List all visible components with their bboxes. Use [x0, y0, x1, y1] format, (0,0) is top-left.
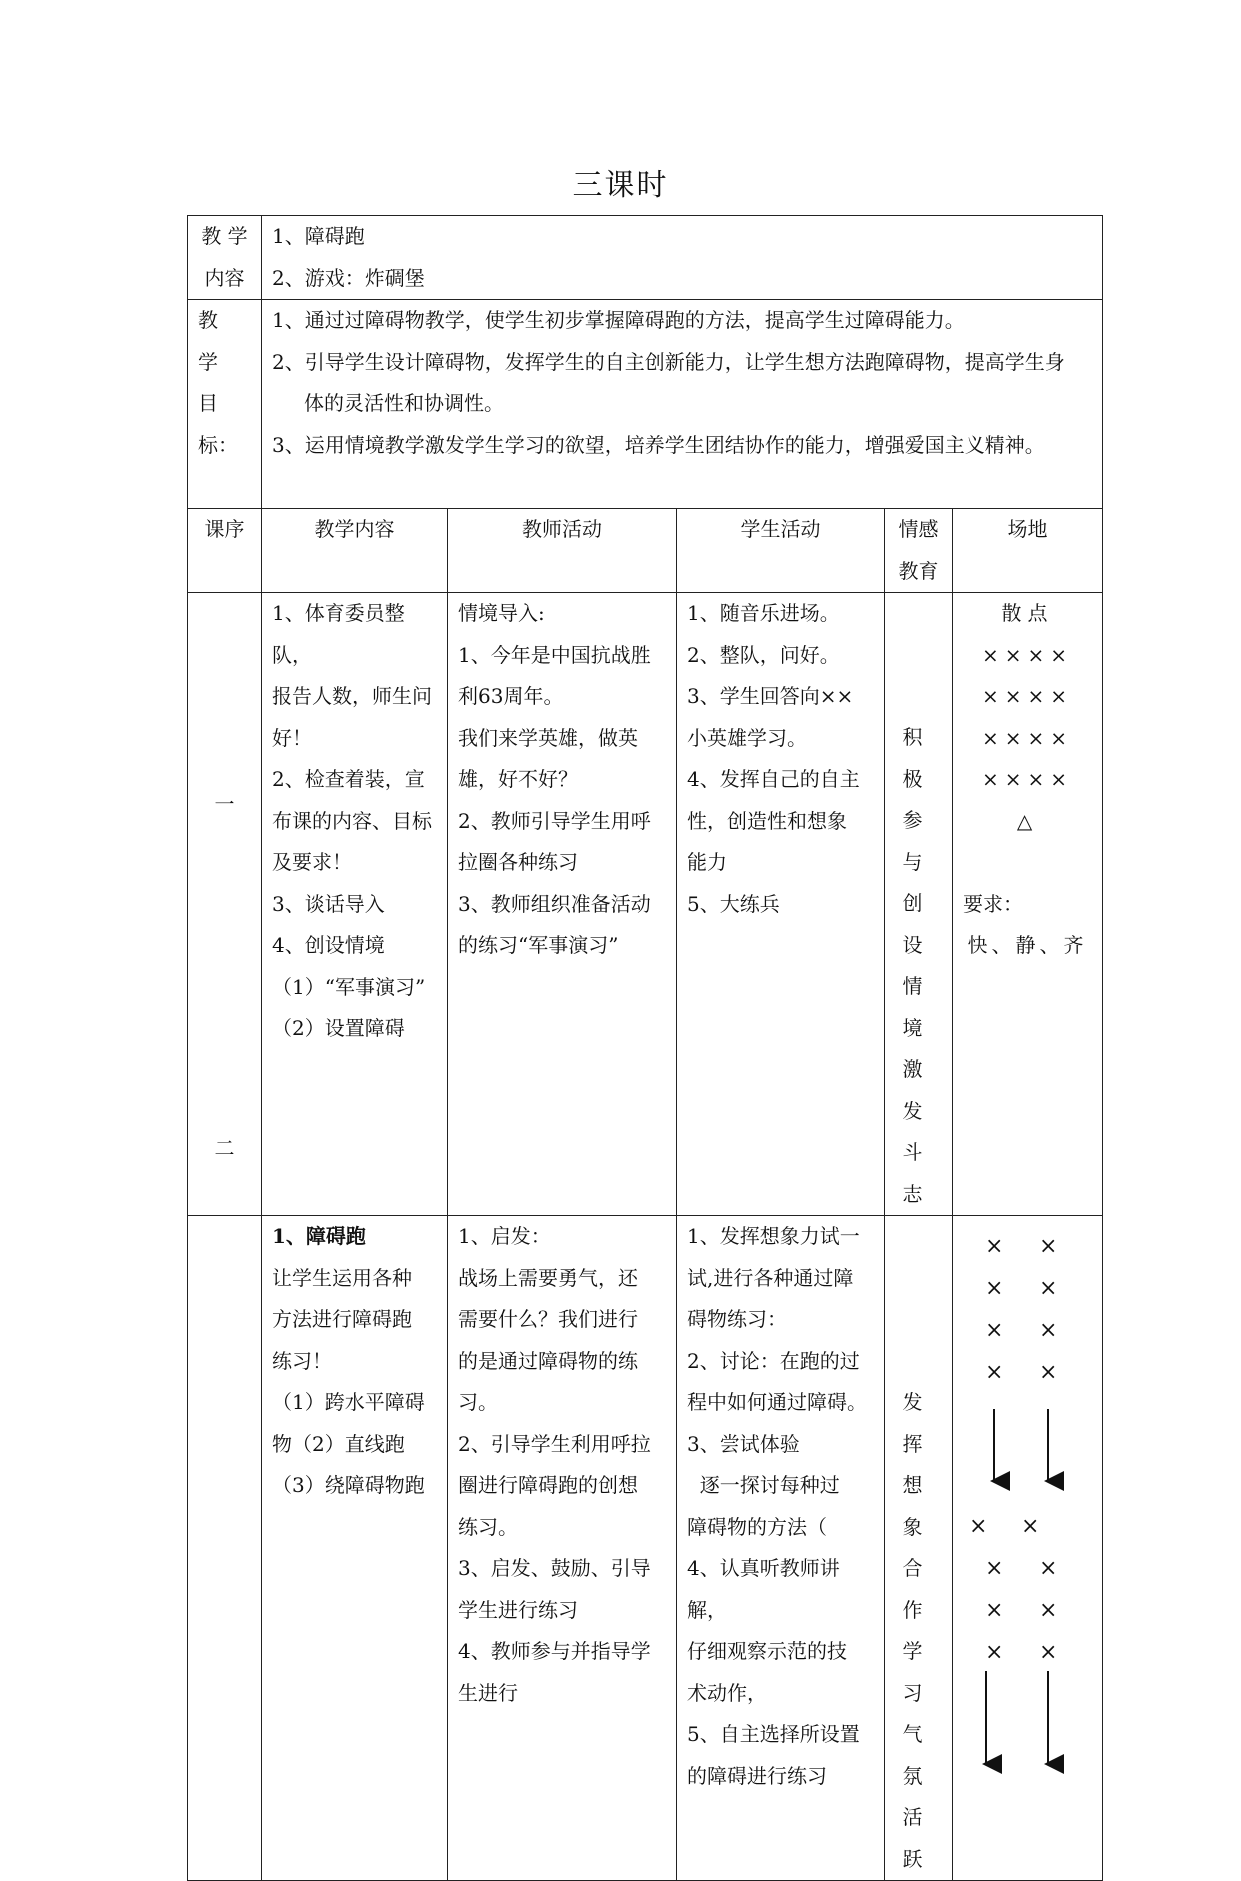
header-student: 学生活动 — [677, 509, 885, 593]
row-emotion: 积极 参与 创设 情境 激发 斗志 — [885, 593, 953, 1216]
row-content-title: 1、障碍跑 — [272, 1224, 366, 1248]
formation-row: ×××× — [982, 684, 1074, 708]
content-label: 教 学 内容 — [188, 216, 262, 300]
row-student: 1、发挥想象力试一 试,进行各种通过障 碍物练习： 2、讨论：在跑的过 程中如何通过障碍。 3、尝试体验 逐一探讨每种过 障碍物的方法（ 4、认真听教师讲解， 仔细观察示范的技 术动作， 5、自主选择所设置 的障碍进行练习 — [677, 1216, 885, 1881]
lesson-plan-table — [187, 215, 1103, 1881]
student-mark: × — [985, 1276, 1004, 1301]
student-mark: × — [985, 1598, 1004, 1623]
student-mark: × — [1039, 1640, 1058, 1665]
student-mark: × — [985, 1318, 1004, 1343]
header-seq: 课序 — [188, 509, 262, 593]
student-mark: × — [1039, 1598, 1058, 1623]
student-mark: × — [1039, 1318, 1058, 1343]
header-teacher: 教师活动 — [448, 509, 677, 593]
row-teacher: 情境导入: 1、今年是中国抗战胜 利63周年。 我们来学英雄，做英 雄，好不好？ 2、教师引导学生用呼 拉圈各种练习 3、教师组织准备活动 的练习“军事演习” — [448, 593, 677, 1216]
content-item: 2、游戏：炸碉堡 — [272, 265, 425, 290]
content-items — [262, 216, 1103, 300]
student-mark: × — [985, 1556, 1004, 1581]
header-field: 场地 — [953, 509, 1103, 593]
goals-row — [188, 300, 1103, 509]
header-content: 教学内容 — [262, 509, 448, 593]
lesson-row-1 — [188, 593, 1103, 1216]
row-emotion: 发挥 想象 合作 学习 气氛 活跃 — [885, 1216, 953, 1881]
student-mark: × — [1039, 1234, 1058, 1259]
goals-text — [262, 300, 1103, 509]
student-mark: × — [1039, 1556, 1058, 1581]
formation-row: ×××× — [982, 767, 1074, 791]
field-title: 散点 — [1001, 601, 1054, 625]
lesson-row-2 — [188, 1216, 1103, 1881]
formation-row: ×××× — [982, 725, 1074, 750]
formation-row: ×××× — [982, 642, 1074, 667]
page-title: 三课时 — [572, 168, 669, 203]
student-mark: × — [985, 1234, 1004, 1259]
student-mark: × — [1021, 1514, 1040, 1539]
goal-line: 3、运用情境教学激发学生学习的欲望，培养学生团结协作的能力，增强爱国主义精神。 — [272, 432, 1045, 457]
row-content: 1、障碍跑 让学生运用各种 方法进行障碍跑 练习！ （1）跨水平障碍 物（2）直线跑 （3）绕障碍物跑 — [262, 1216, 448, 1881]
student-mark: × — [1039, 1360, 1058, 1385]
student-mark: × — [969, 1514, 988, 1539]
field-requirement-text: 快、静、齐 — [967, 933, 1088, 957]
header-row — [188, 509, 1103, 593]
row-teacher: 1、启发： 战场上需要勇气，还 需要什么？我们进行 的是通过障碍物的练 习。 2、引导学生利用呼拉 圈进行障碍跑的创想 练习。 3、启发、鼓励、引导 学生进行练习 4、教师参与并指导学 生进行 — [448, 1216, 677, 1881]
teacher-triangle-icon: △ — [1016, 808, 1039, 833]
field-requirement-label: 要求： — [963, 891, 1023, 916]
goal-line: 2、引导学生设计障碍物，发挥学生的自主创新能力，让学生想方法跑障碍物，提高学生身 — [272, 349, 1065, 374]
content-item: 1、障碍跑 — [272, 224, 365, 248]
field-arrows — [953, 1216, 1103, 1776]
row-seq: 一 — [188, 593, 262, 1216]
student-mark: × — [985, 1640, 1004, 1665]
row-student: 1、随音乐进场。 2、整队，问好。 3、学生回答向×× 小英雄学习。 4、发挥自己的自主 性，创造性和想象 能力 5、大练兵 — [677, 593, 885, 1216]
goal-line: 1、通过过障碍物教学，使学生初步掌握障碍跑的方法，提高学生过障碍能力。 — [272, 308, 965, 332]
student-mark: × — [1039, 1276, 1058, 1301]
row-content: 1、体育委员整队， 报告人数，师生问 好！ 2、检查着装，宣 布课的内容、目标 及要求！ 3、谈话导入 4、创设情境 （1）“军事演习” （2）设置障碍 — [262, 593, 448, 1216]
content-row — [188, 216, 1103, 300]
goal-line: 体的灵活性和协调性。 — [304, 391, 504, 415]
student-mark: × — [985, 1360, 1004, 1385]
row-field — [953, 593, 1103, 1216]
header-emotion: 情感 教育 — [885, 509, 953, 593]
field-diagram — [953, 1216, 1103, 1776]
row-field-diagram — [953, 1216, 1103, 1881]
row-seq: 二 — [188, 1216, 262, 1881]
goals-label: 教 学 目 标： — [188, 300, 262, 509]
